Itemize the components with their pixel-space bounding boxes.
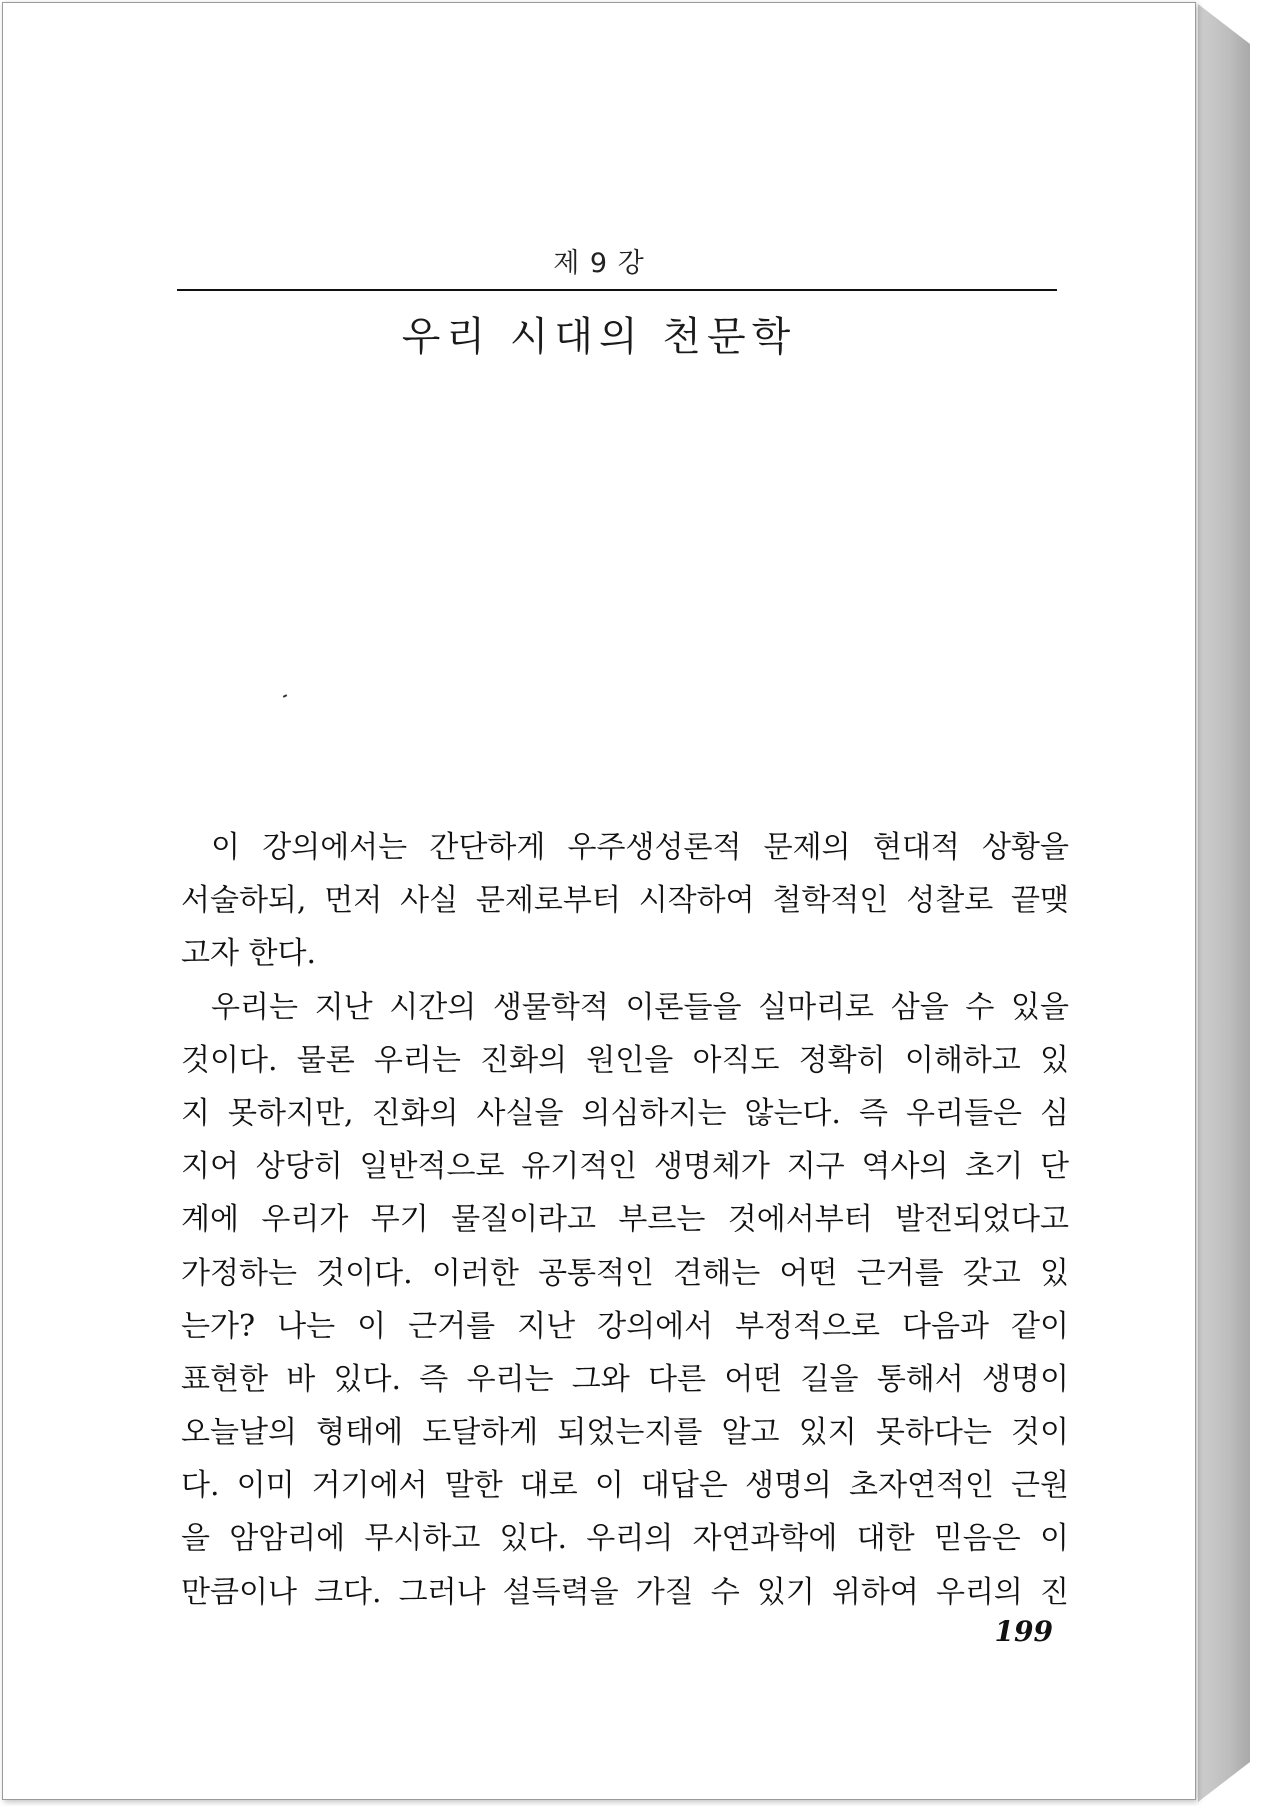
text-line: 서술하되, 먼저 사실 문제로부터 시작하여 철학적인 성찰로 끝맺 <box>181 883 1069 919</box>
text-line: 것이다. 물론 우리는 진화의 원인을 아직도 정확히 이해하고 있 <box>181 1042 1069 1078</box>
chapter-divider <box>177 289 1057 291</box>
page-stack-edge <box>1198 4 1250 1802</box>
text-line: 표현한 바 있다. 즉 우리는 그와 다른 어떤 길을 통해서 생명이 <box>181 1361 1069 1397</box>
text-line: 을 암암리에 무시하고 있다. 우리의 자연과학에 대한 믿음은 이 <box>181 1521 1069 1557</box>
text-line: 지어 상당히 일반적으로 유기적인 생명체가 지구 역사의 초기 단 <box>181 1149 1069 1185</box>
text-line: 가정하는 것이다. 이러한 공통적인 견해는 어떤 근거를 갖고 있 <box>181 1255 1069 1291</box>
text-line: 이 강의에서는 간단하게 우주생성론적 문제의 현대적 상황을 <box>211 830 1069 865</box>
chapter-title: 우리 시대의 천문학 <box>401 314 797 360</box>
page-number: 199 <box>994 1615 1053 1648</box>
text-line: 계에 우리가 무기 물질이라고 부르는 것에서부터 발전되었다고 <box>181 1202 1069 1238</box>
text-line: 다. 이미 거기에서 말한 대로 이 대답은 생명의 초자연적인 근원 <box>181 1468 1069 1504</box>
text-line: 고자 한다. <box>181 936 316 972</box>
text-line: 지 못하지만, 진화의 사실을 의심하지는 않는다. 즉 우리들은 심 <box>181 1095 1069 1131</box>
chapter-label: 제 9 강 <box>553 248 645 279</box>
text-line: 오늘날의 형태에 도달하게 되었는지를 알고 있지 못하다는 것이 <box>181 1415 1069 1451</box>
text-line: 만큼이나 크다. 그러나 설득력을 가질 수 있기 위하여 우리의 진 <box>181 1574 1069 1610</box>
text-line: 우리는 지난 시간의 생물학적 이론들을 실마리로 삼을 수 있을 <box>211 989 1069 1025</box>
print-speck <box>283 694 287 698</box>
text-line: 는가? 나는 이 근거를 지난 강의에서 부정적으로 다음과 같이 <box>181 1308 1069 1344</box>
body-text <box>181 821 1069 1619</box>
book-page <box>2 2 1196 1800</box>
